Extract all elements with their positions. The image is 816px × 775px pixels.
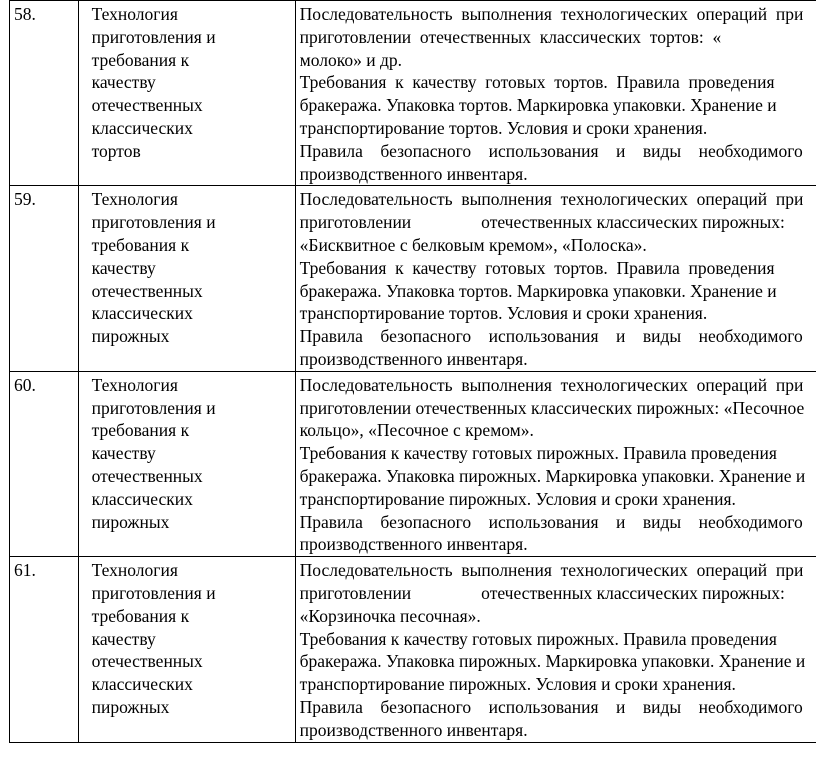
topic-title-line: классических [91,674,193,695]
topic-title-line: тортов [91,140,141,161]
table-body [10,1,816,743]
topic-title-line: качеству [91,443,156,464]
topic-title-line: приготовления и [91,397,216,418]
topic-description-line: производственного инвентаря. [299,534,528,555]
topic-title-line: классических [91,117,193,138]
topic-title-line: отечественных [91,651,203,672]
topic-title-line: Технология [91,4,178,24]
row-number: 59. [10,186,79,371]
topic-description-line: Требования к качеству готовых тортов. Правила проведения [299,72,775,93]
topic-description-line: Правила безопасного использования и виды необходимого [299,140,803,161]
topic-title-line: приготовления и [91,212,216,233]
topic-description-line: бракеража. Упаковка пирожных. Маркировка упаковки. Хранение и [299,465,806,486]
topic-description-cell [295,557,816,742]
topic-title-cell [78,557,295,742]
topic-description-line: Последовательность выполнения технологических операций при [299,560,804,581]
topic-description-line: транспортирование пирожных. Условия и сроки хранения. [299,674,736,695]
topic-title-line: отечественных [91,465,203,486]
table-row [10,186,816,371]
topic-description-line: Правила безопасного использования и виды необходимого [299,696,803,717]
topic-title-line: Технология [91,560,178,581]
topic-description-line: производственного инвентаря. [299,348,528,369]
row-number: 58. [10,1,79,186]
row-number: 60. [10,371,79,556]
topic-description-line: кольцо», «Песочное с кремом». [299,420,534,441]
topic-description-line: молоко» и др. [299,49,402,70]
topic-description-line: бракеража. Упаковка тортов. Маркировка упаковки. Хранение и [299,95,777,116]
topic-description-line: приготовлении отечественных классических пирожных: «Песочное [299,397,805,418]
topic-description-line: приготовлении отечественных классических пирожных: [299,582,785,603]
topic-title-line: качеству [91,72,156,93]
topic-description-line: Последовательность выполнения технологических операций при [299,189,804,210]
topic-description-line: «Бисквитное с белковым кремом», «Полоска». [299,234,647,255]
topic-title-line: пирожных [91,511,170,532]
topic-description-line: транспортирование пирожных. Условия и сроки хранения. [299,488,736,509]
topic-title-line: Технология [91,189,178,210]
topic-description-line: Последовательность выполнения технологических операций при [299,4,804,24]
topic-description-line: транспортирование тортов. Условия и сроки хранения. [299,303,708,324]
topic-description-line: производственного инвентаря. [299,163,528,184]
topic-description-line: транспортирование тортов. Условия и сроки хранения. [299,117,708,138]
topic-title-line: отечественных [91,95,203,116]
topic-description-line: Правила безопасного использования и виды необходимого [299,511,803,532]
topic-description-line: «Корзиночка песочная». [299,605,481,626]
topic-description-line: приготовлении отечественных классических пирожных: [299,212,785,233]
table-row [10,371,816,556]
topic-description-cell [295,186,816,371]
topic-title-line: качеству [91,257,156,278]
topic-description-line: бракеража. Упаковка пирожных. Маркировка упаковки. Хранение и [299,651,806,672]
topic-title-line: классических [91,303,193,324]
topic-title-line: пирожных [91,696,170,717]
topic-title-line: классических [91,488,193,509]
topic-title-line: требования к [91,49,190,70]
topic-title-line: отечественных [91,280,203,301]
topic-title-line: приготовления и [91,26,216,47]
row-number: 61. [10,557,79,742]
topic-description-cell [295,371,816,556]
topic-description-line: Последовательность выполнения технологических операций при [299,374,804,395]
topic-description-line: Требования к качеству готовых тортов. Правила проведения [299,257,775,278]
topic-description-line: Правила безопасного использования и виды необходимого [299,326,803,347]
topic-description-line: приготовлении отечественных классических тортов: « [299,26,722,47]
topic-title-line: требования к [91,234,190,255]
topic-title-cell [78,1,295,186]
topic-description-line: Требования к качеству готовых пирожных. Правила проведения [299,628,777,649]
topic-title-line: Технология [91,374,178,395]
topic-title-line: приготовления и [91,582,216,603]
topic-title-line: качеству [91,628,156,649]
topic-description-line: производственного инвентаря. [299,719,528,740]
table-row [10,1,816,186]
topic-title-line: требования к [91,420,190,441]
topic-description-cell [295,1,816,186]
topic-title-line: требования к [91,605,190,626]
topic-title-cell [78,186,295,371]
topic-title-line: пирожных [91,326,170,347]
topic-description-line: бракеража. Упаковка тортов. Маркировка упаковки. Хранение и [299,280,777,301]
curriculum-table [9,0,816,743]
topic-description-line: Требования к качеству готовых пирожных. Правила проведения [299,443,777,464]
topic-title-cell [78,371,295,556]
table-row [10,557,816,742]
